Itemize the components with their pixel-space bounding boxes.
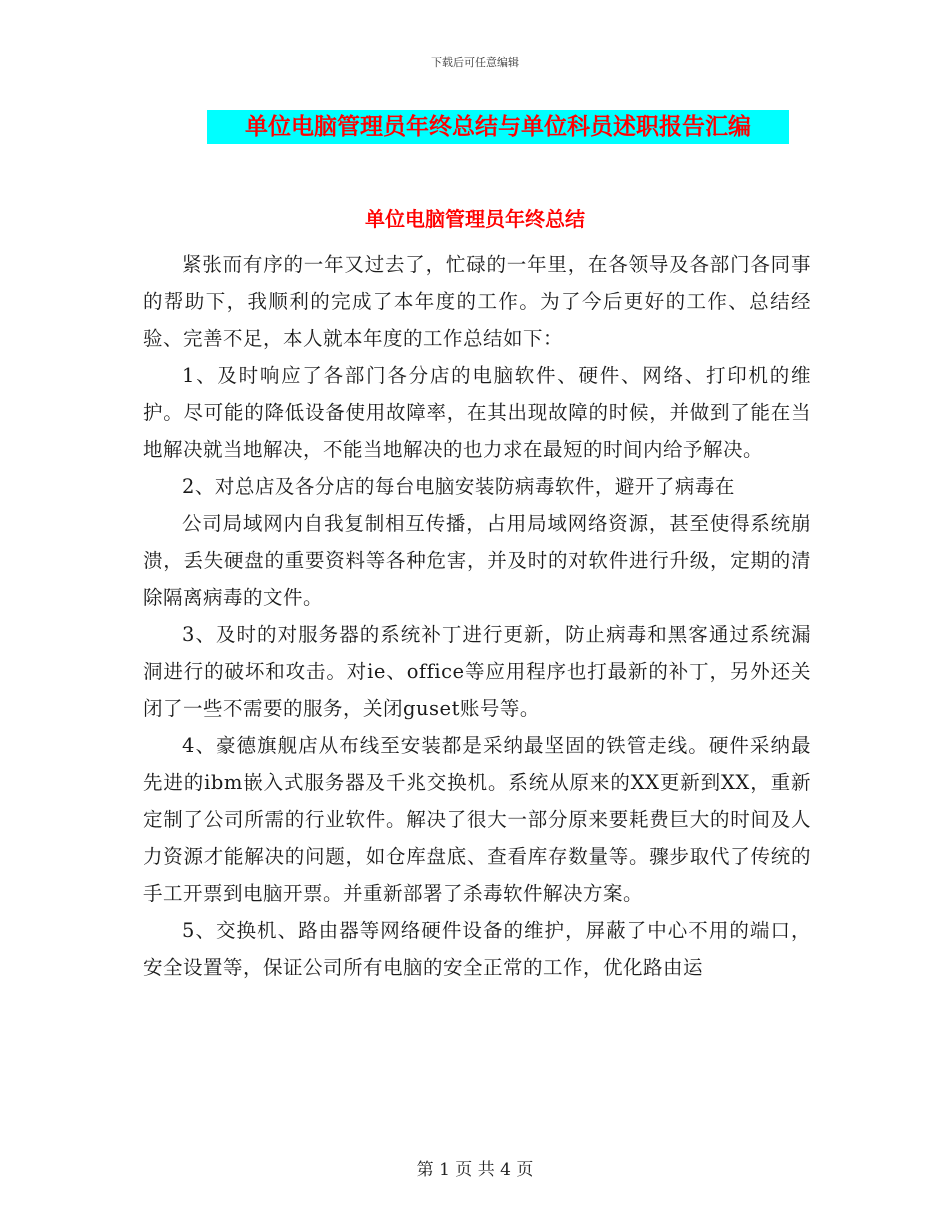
body-text — [143, 246, 811, 986]
paragraph-item-3: 3、及时的对服务器的系统补丁进行更新，防止病毒和黑客通过系统漏洞进行的破坏和攻击。对ie、office等应用程序也打最新的补丁，另外还关闭了一些不需要的服务，关闭guset账号等。 — [143, 623, 811, 720]
section-title: 单位电脑管理员年终总结 — [365, 207, 585, 231]
paragraph-item-5: 5、交换机、路由器等网络硬件设备的维护，屏蔽了中心不用的端口，安全设置等，保证公司所有电脑的安全正常的工作，优化路由运 — [143, 919, 811, 979]
paragraph-item-1: 1、及时响应了各部门各分店的电脑软件、硬件、网络、打印机的维护。尽可能的降低设备使用故障率，在其出现故障的时候，并做到了能在当地解决就当地解决，不能当地解决的也力求在最短的时间内给予解决。 — [143, 364, 811, 461]
document-title-block — [207, 110, 789, 144]
paragraph-item-2-continued: 公司局域网内自我复制相互传播，占用局域网络资源，甚至使得系统崩溃，丢失硬盘的重要资料等各种危害，并及时的对软件进行升级，定期的清除隔离病毒的文件。 — [143, 512, 811, 609]
page-footer: 第 1 页 共 4 页 — [416, 1160, 534, 1180]
paragraph-item-4: 4、豪德旗舰店从布线至安装都是采纳最坚固的铁管走线。硬件采纳最先进的ibm嵌入式服务器及千兆交换机。系统从原来的XX更新到XX，重新定制了公司所需的行业软件。解决了很大一部分原来要耗费巨大的时间及人力资源才能解决的问题，如仓库盘底、查看库存数量等。骤步取代了传统的手工开票到电脑开票。并重新部署了杀毒软件解决方案。 — [143, 734, 811, 905]
paragraph-item-2: 2、对总店及各分店的每台电脑安装防病毒软件，避开了病毒在 — [182, 475, 735, 498]
document-title: 单位电脑管理员年终总结与单位科员述职报告汇编 — [207, 110, 789, 144]
paragraph-intro: 紧张而有序的一年又过去了，忙碌的一年里，在各领导及各部门各同事的帮助下，我顺利的完成了本年度的工作。为了今后更好的工作、总结经验、完善不足，本人就本年度的工作总结如下： — [143, 253, 811, 350]
header-note: 下载后可任意编辑 — [431, 56, 519, 69]
